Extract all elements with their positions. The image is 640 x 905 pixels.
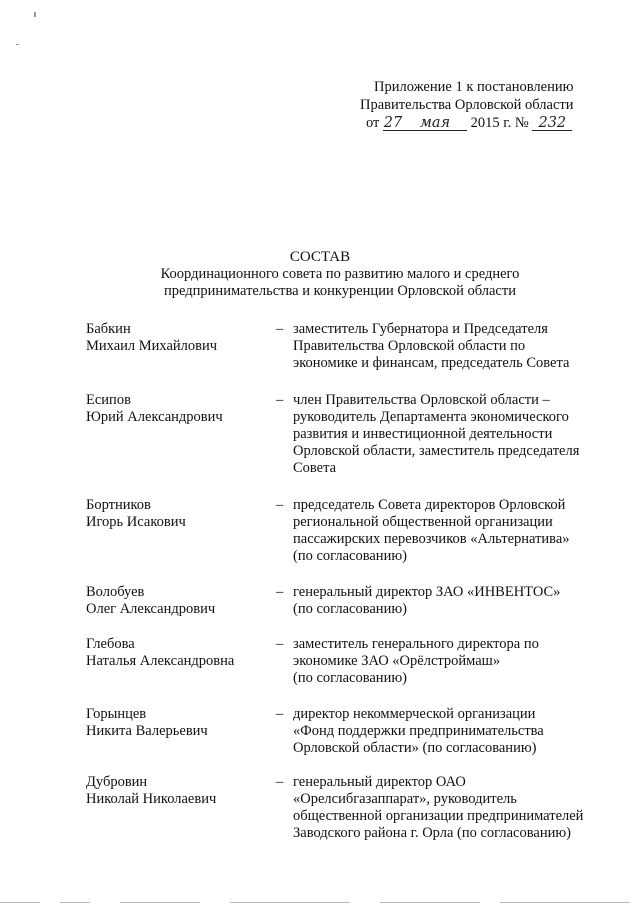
member-surname: Бабкин — [86, 321, 131, 337]
role-line: развития и инвестиционной деятельности — [293, 426, 553, 442]
date-year: 2015 г. — [470, 115, 512, 131]
member-role — [293, 636, 613, 687]
role-line: член Правительства Орловской области – — [293, 392, 550, 408]
subtitle-line-2: предпринимательства и конкуренции Орловской области — [164, 283, 516, 299]
dash-separator: – — [276, 706, 284, 722]
member-given-names: Николай Николаевич — [86, 791, 217, 807]
document-subtitle — [120, 266, 560, 300]
member-given-names: Игорь Исакович — [86, 514, 186, 530]
member-role — [293, 321, 613, 372]
member-surname: Есипов — [86, 392, 131, 408]
role-line: руководитель Департамента экономического — [293, 409, 569, 425]
member-surname: Волобуев — [86, 584, 145, 600]
role-line: заместитель Губернатора и Председателя — [293, 321, 548, 337]
role-line: директор некоммерческой организации — [293, 706, 536, 722]
member-name — [86, 636, 276, 670]
member-role — [293, 497, 613, 565]
member-name — [86, 497, 276, 531]
number-sign: № — [514, 115, 529, 131]
role-line: Правительства Орловской области по — [293, 338, 526, 354]
member-surname: Дубровин — [86, 774, 148, 790]
role-line: Совета — [293, 460, 337, 476]
member-given-names: Юрий Александрович — [86, 409, 223, 425]
member-name — [86, 392, 276, 426]
member-name — [86, 321, 276, 355]
scan-edge-marks — [0, 901, 640, 905]
role-line: генеральный директор ОАО — [293, 774, 466, 790]
subtitle-line-1: Координационного совета по развитию малого и среднего — [160, 266, 520, 282]
handwritten-number: 232 — [532, 116, 572, 131]
handwritten-day: 27 — [383, 115, 403, 131]
member-role — [293, 706, 613, 757]
role-line: экономике и финансам, председатель Совета — [293, 355, 570, 371]
role-line: заместитель генерального директора по — [293, 636, 539, 652]
role-line: экономике ЗАО «Орёлстроймаш» — [293, 653, 501, 669]
member-name — [86, 774, 276, 808]
scan-mark — [16, 44, 19, 45]
role-line: пассажирских перевозчиков «Альтернатива» — [293, 531, 570, 547]
member-given-names: Никита Валерьевич — [86, 723, 208, 739]
dash-separator: – — [276, 321, 284, 337]
scan-mark — [34, 12, 36, 17]
member-surname: Глебова — [86, 636, 135, 652]
dash-separator: – — [276, 584, 284, 600]
appendix-line-2: Правительства Орловской области — [360, 97, 574, 113]
role-line: «Орелсибгазаппарат», руководитель — [293, 791, 517, 807]
dash-separator: – — [276, 774, 284, 790]
role-line: генеральный директор ЗАО «ИНВЕНТОС» — [293, 584, 561, 600]
document-title: СОСТАВ — [289, 249, 351, 265]
role-line: председатель Совета директоров Орловской — [293, 497, 566, 513]
role-line: общественной организации предпринимателей — [293, 808, 584, 824]
dash-separator: – — [276, 636, 284, 652]
member-given-names: Олег Александрович — [86, 601, 216, 617]
role-line: Заводского района г. Орла (по согласованию) — [293, 825, 572, 841]
appendix-line-1: Приложение 1 к постановлению — [374, 79, 574, 95]
dash-separator: – — [276, 392, 284, 408]
role-line: (по согласованию) — [293, 670, 407, 686]
role-line: региональной общественной организации — [293, 514, 553, 530]
member-surname: Горынцев — [86, 706, 147, 722]
member-name — [86, 584, 276, 618]
appendix-header — [360, 78, 600, 132]
member-surname: Бортников — [86, 497, 151, 513]
handwritten-month: мая — [403, 116, 467, 131]
member-role — [293, 392, 613, 477]
member-given-names: Наталья Александровна — [86, 653, 235, 669]
role-line: Орловской области» (по согласованию) — [293, 740, 537, 756]
member-name — [86, 706, 276, 740]
date-prefix: от — [366, 115, 380, 131]
member-role — [293, 774, 613, 842]
role-line: Орловской области, заместитель председателя — [293, 443, 580, 459]
member-given-names: Михаил Михайлович — [86, 338, 218, 354]
dash-separator: – — [276, 497, 284, 513]
role-line: (по согласованию) — [293, 601, 407, 617]
appendix-date-line — [360, 114, 600, 132]
role-line: (по согласованию) — [293, 548, 407, 564]
member-role — [293, 584, 613, 618]
role-line: «Фонд поддержки предпринимательства — [293, 723, 544, 739]
